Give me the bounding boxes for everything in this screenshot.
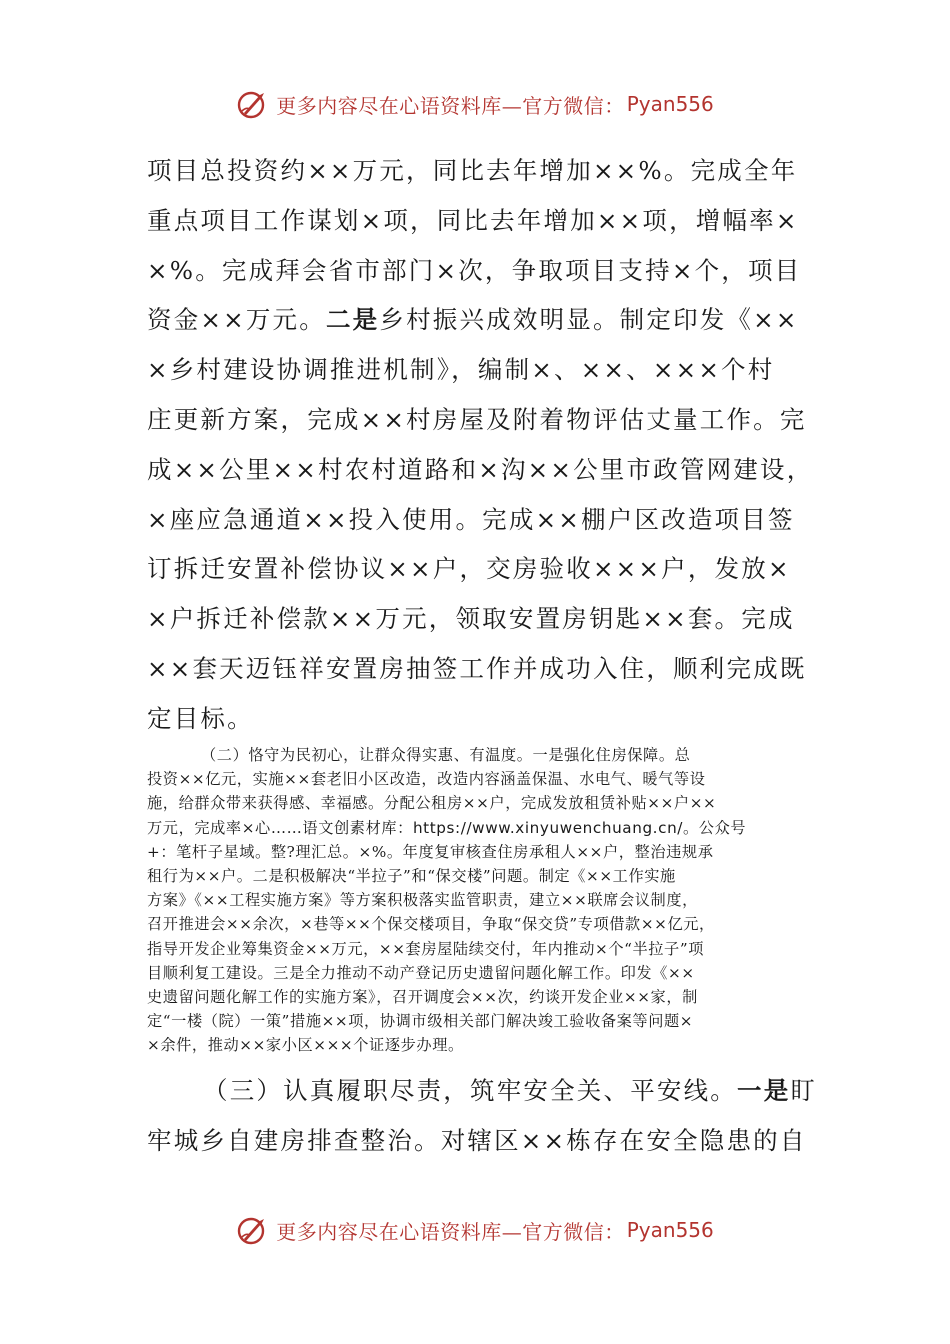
- text-line: 投资××亿元，实施××套老旧小区改造，改造内容涵盖保温、水电气、暖气等设: [147, 770, 706, 789]
- wechat-id: Pyan556: [626, 92, 714, 116]
- text-line: ×%。完成拜会省市部门×次，争取项目支持×个，项目: [147, 255, 802, 285]
- paragraph-1: [147, 146, 814, 744]
- pen-logo-icon: [236, 1213, 270, 1247]
- text-line: （三）认真履职尽责，筑牢安全关、平安线。一是盯: [203, 1076, 818, 1105]
- text-line: 史遗留问题化解工作的实施方案》，召开调度会××次，约谈开发企业××家，制: [147, 987, 698, 1006]
- text-line: 成××公里××村农村道路和×沟××公里市政管网建设，: [147, 454, 814, 484]
- text-line: 庄更新方案，完成××村房屋及附着物评估丈量工作。完: [147, 404, 807, 434]
- pen-logo-icon: [236, 87, 270, 121]
- text-line: 定目标。: [147, 703, 254, 733]
- text-line: 万元，完成率×心……语文创素材库：https://www.xinyuwenchuang.cn/。公众号: [147, 818, 747, 837]
- bold-label: 一是: [737, 1076, 791, 1105]
- footer-banner: [0, 1210, 950, 1250]
- text-line: ×户拆迁补偿款××万元，领取安置房钥匙××套。完成: [147, 604, 795, 634]
- header-banner: [0, 84, 950, 124]
- text-line: 目顺利复工建设。三是全力推动不动产登记历史遗留问题化解工作。印发《××: [147, 963, 695, 982]
- text-line: 施，给群众带来获得感、幸福感。分配公租房××户，完成发放租赁补贴××户××: [147, 794, 717, 813]
- text-line: ××套天迈钰祥安置房抽签工作并成功入住，顺利完成既: [147, 653, 807, 683]
- text-line: 资金××万元。二是乡村振兴成效明显。制定印发《××: [147, 305, 799, 335]
- text-line: 项目总投资约××万元，同比去年增加××%。完成全年: [147, 156, 798, 185]
- text-line: 召开推进会××余次，×巷等××个保交楼项目，争取“保交贷”专项借款××亿元，: [147, 915, 715, 934]
- paragraph-3: [147, 1066, 818, 1166]
- bold-label: 二是: [325, 305, 380, 335]
- text-line: 指导开发企业筹集资金××万元，××套房屋陆续交付，年内推动×个“半拉子”项: [147, 939, 704, 958]
- text-line: 定“一楼（院）一策”措施××项，协调市级相关部门解决竣工验收备案等问题×: [147, 1012, 694, 1031]
- text-line: +：笔杆子星域。整?理汇总。×%。年度复审核查住房承租人××户，整治违规承: [147, 842, 714, 861]
- url-text: https://www.xinyuwenchuang.cn/: [412, 818, 684, 837]
- banner-text: 更多内容尽在心语资料库—官方微信：: [276, 1219, 625, 1244]
- text-line: （二）恪守为民初心，让群众得实惠、有温度。一是强化住房保障。总: [201, 746, 691, 764]
- text-line: 方案》《××工程实施方案》等方案积极落实监管职责，建立××联席会议制度，: [147, 891, 698, 910]
- text-line: ×余件，推动××家小区×××个证逐步办理。: [147, 1036, 464, 1055]
- text-line: ×乡村建设协调推进机制》，编制×、××、×××个村: [147, 355, 775, 385]
- banner-text: 更多内容尽在心语资料库—官方微信：: [276, 93, 625, 118]
- text-line: 重点项目工作谋划×项，同比去年增加××项，增幅率×: [147, 205, 799, 235]
- text-line: 牢城乡自建房排查整治。对辖区××栋存在安全隐患的自: [147, 1125, 807, 1155]
- paragraph-2: [147, 743, 807, 1057]
- wechat-id: Pyan556: [626, 1218, 714, 1242]
- text-line: ×座应急通道××投入使用。完成××棚户区改造项目签: [147, 504, 795, 534]
- text-line: 订拆迁安置补偿协议××户，交房验收×××户，发放×: [147, 554, 791, 584]
- text-line: 租行为××户。二是积极解决“半拉子”和“保交楼”问题。制定《××工作实施: [147, 866, 676, 885]
